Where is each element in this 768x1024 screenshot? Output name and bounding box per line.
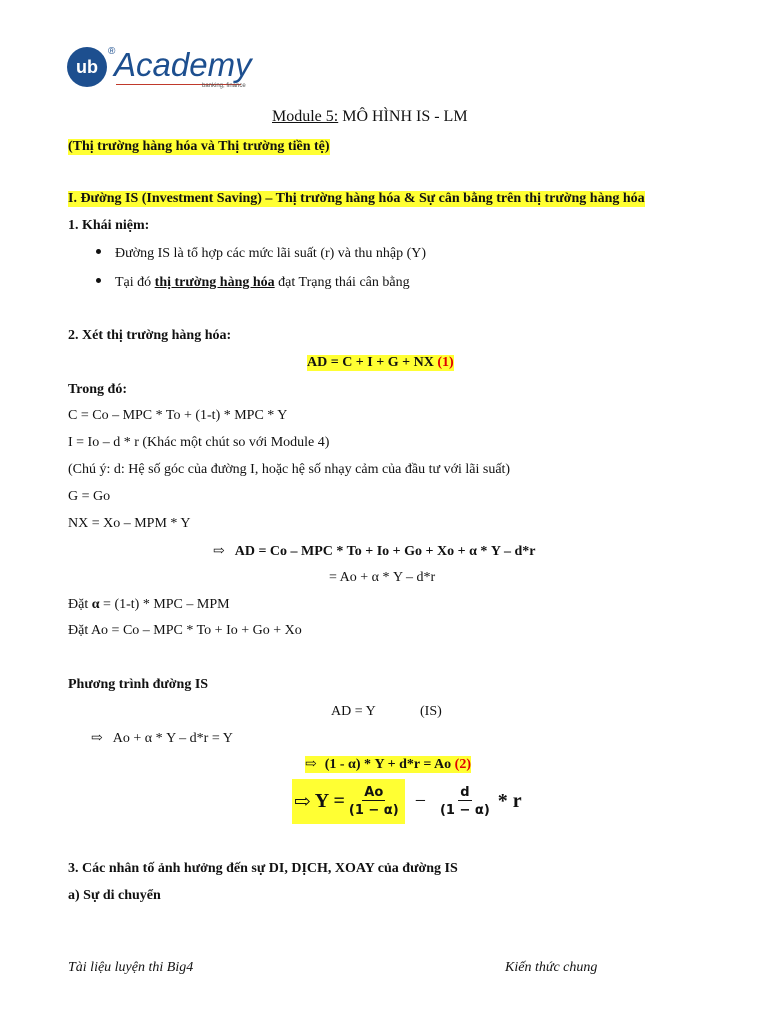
implies-arrow-icon: ⇨	[213, 544, 225, 559]
title-name: MÔ HÌNH IS - LM	[338, 108, 468, 125]
bullet-text-1: Đường IS là tổ hợp các mức lãi suất (r) và thu nhập (Y)	[115, 246, 427, 261]
fraction-ao-denominator: (1 − α)	[348, 802, 399, 818]
equation-1	[307, 355, 454, 371]
note-line: (Chú ý: d: Hệ số góc của đường I, hoặc hệ số nhạy cảm của đầu tư với lãi suất)	[68, 462, 511, 477]
bullet-icon	[96, 249, 101, 254]
minus-sign: −	[414, 789, 426, 812]
logo-mark: ub	[76, 57, 98, 77]
logo-reg-mark: ®	[108, 46, 116, 57]
equation-2	[305, 756, 471, 773]
bullet-icon	[96, 278, 101, 283]
bullet-2-emphasis: thị trường hàng hóa	[154, 275, 275, 290]
alpha-symbol: α	[91, 597, 100, 612]
footer-right: Kiến thức chung	[505, 960, 598, 975]
equation-1-number: (1)	[437, 355, 454, 370]
ad-simplified: = Ao + α * Y – d*r	[329, 570, 436, 585]
ad-derived: AD = Co – MPC * To + Io + Go + Xo + α * Y – d*r	[234, 544, 536, 559]
academy-logo	[66, 44, 256, 94]
title-module: Module 5:	[272, 108, 339, 125]
implies-arrow-icon: ⇨	[294, 790, 311, 813]
line-consumption: C = Co – MPC * To + (1-t) * MPC * Y	[68, 408, 288, 423]
page-title	[272, 108, 468, 126]
final-equation	[292, 780, 522, 822]
fraction-ao	[349, 785, 399, 818]
subheading-a: a) Sự di chuyển	[68, 888, 161, 903]
ub-logo-icon	[66, 46, 108, 88]
set-ao-line: Đặt Ao = Co – MPC * To + Io + Go + Xo	[68, 623, 302, 638]
set-alpha-pre: Đặt	[68, 597, 92, 612]
is-equation: AD = Y	[331, 704, 376, 719]
set-alpha-line	[68, 597, 230, 613]
fraction-d-numerator: d	[460, 784, 470, 800]
line-government: G = Go	[68, 489, 111, 504]
final-rhs: * r	[497, 789, 522, 812]
logo-text: Academy	[114, 46, 252, 83]
factors-heading: 3. Các nhân tố ảnh hưởng đến sự DI, DỊCH, XOAY của đường IS	[68, 861, 458, 876]
fraction-ao-numerator: Ao	[364, 784, 384, 800]
concept-heading: 1. Khái niệm:	[68, 218, 150, 233]
equation-2-number: (2)	[454, 757, 471, 772]
implies-arrow-icon: ⇨	[91, 731, 103, 746]
is-tag: (IS)	[420, 704, 442, 719]
logo-tagline: banking, finance	[202, 83, 246, 89]
final-lhs-text: Y =	[314, 789, 345, 812]
bullet-item-2	[96, 275, 410, 291]
section-heading-is: I. Đường IS (Investment Saving) – Thị trường hàng hóa & Sự cân bằng trên thị trường hàng hóa	[68, 191, 645, 206]
bullet-2-post: đạt Trạng thái cân bằng	[274, 275, 410, 290]
footer-left: Tài liệu luyện thi Big4	[68, 960, 194, 975]
bullet-item-1	[96, 246, 426, 262]
is-equation-heading: Phương trình đường IS	[68, 677, 209, 692]
equation-2-main: (1 - α) * Y + d*r = Ao	[324, 757, 455, 772]
fraction-d	[440, 785, 490, 818]
implies-arrow-icon: ⇨	[305, 757, 317, 772]
bullet-2-pre: Tại đó	[115, 275, 155, 290]
step-1: Ao + α * Y – d*r = Y	[112, 731, 233, 746]
set-alpha-post: = (1-t) * MPC – MPM	[99, 597, 230, 612]
equation-1-main: AD = C + I + G + NX	[307, 355, 438, 370]
fraction-d-denominator: (1 − α)	[439, 802, 490, 818]
line-net-exports: NX = Xo – MPM * Y	[68, 516, 191, 531]
step-1-row	[91, 730, 233, 747]
market-heading: 2. Xét thị trường hàng hóa:	[68, 328, 232, 343]
ad-derived-row	[213, 543, 535, 560]
where-label: Trong đó:	[68, 382, 127, 397]
subtitle: (Thị trường hàng hóa và Thị trường tiền tệ)	[68, 139, 330, 154]
final-lhs	[292, 779, 405, 824]
line-investment: I = Io – d * r (Khác một chút so với Module 4)	[68, 435, 330, 450]
